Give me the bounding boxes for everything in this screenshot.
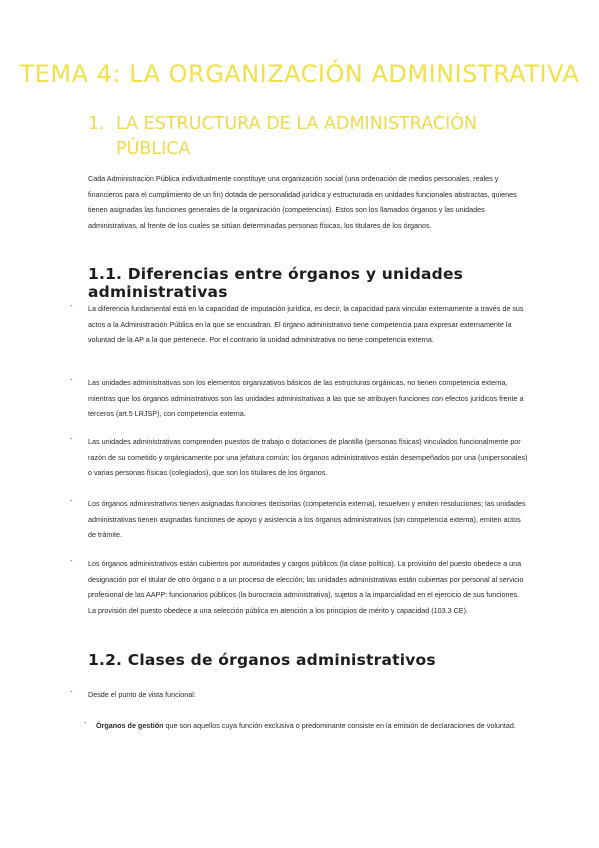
bullet-mark: - (70, 557, 73, 565)
bullet-mark: - (70, 302, 73, 310)
list-item: Las unidades administrativas son los elementos organizativos básicos de las estructuras orgánicas, no tienen competencia externa, mientras que los órganos administrativos son las unidades administrativas a las que se atribuyen funciones con efectos jurídicos frente a terceros (art.5 LRJSP), con competencia externa. (88, 378, 524, 419)
bullet-mark: - (70, 688, 73, 696)
intro-paragraph: Cada Administración Pública individualmente constituye una organización social (una ordenación de medios personales, reales y financieros para el cumplimiento de un fin) dotada de personalidad jurídica y estructurada en unidades funcionales abstractas, quienes tienen asignadas las funciones generales de la organización (competencias). Estos son los llamados órganos y las unidades administrativas, al frente de los cuales se sitúan determinadas personas físicas, los titulares de los órganos. (88, 174, 517, 231)
subsection-heading-1-2: 1.2. Clases de órganos administrativos (88, 651, 436, 669)
bullet-mark: - (70, 435, 73, 443)
sub-list-item (96, 718, 528, 734)
list-item: La diferencia fundamental está en la capacidad de imputación jurídica, es decir, la capacidad para vincular externamente a través de sus actos a la Administración Pública en la que se encuadran. El órgano administrativo tiene competencia para expresar externamente la voluntad de la AP a la que pertenece. Por el contrario la unidad administrativa no tiene competencia externa. (88, 304, 524, 345)
list-item: Los órganos administrativos tienen asignadas funciones decisorias (competencia externa), resuelven y emiten resoluciones; las unidades administrativas tienen asignadas funciones de apoyo y asistencia a los órganos administrativos (sin competencia externa), emiten actos de trámite. (88, 499, 526, 540)
section-number: 1. (88, 114, 105, 134)
document-title: TEMA 4: LA ORGANIZACIÓN ADMINISTRATIVA (19, 60, 580, 88)
section-heading-1 (88, 112, 528, 162)
sub-item-term: Órganos de gestión (96, 721, 164, 730)
section-heading-text: LA ESTRUCTURA DE LA ADMINISTRACIÓN PÚBLICA (116, 114, 478, 159)
sub-item-text: que son aquellos cuya función exclusiva o predominante consiste en la emisión de declaraciones de voluntad. (163, 721, 516, 730)
list-item: Desde el punto de vista funcional: (88, 690, 196, 699)
subsection-heading-1-1: 1.1. Diferencias entre órganos y unidades administrativas (88, 265, 464, 301)
bullet-mark: - (70, 376, 73, 384)
list-item: Los órganos administrativos están cubiertos por autoridades y cargos públicos (la clase política). La provisión del puesto obedece a una designación por el titular de otro órgano o a un proceso de elección; las unidades administrativas están cubiertas por personal al servicio profesional de las AAPP: funcionarios públicos (la burocracia administrativa), sujetos a la imparcialidad en el ejercicio de sus funciones. La provisión del puesto obedece a una selección pública en atención a los principios de mérito y capacidad (103.3 CE). (88, 559, 524, 616)
list-item: Las unidades administrativas comprenden puestos de trabajo o dotaciones de plantilla (personas físicas) vinculados funcionalmente por razón de su cometido y orgánicamente por una jefatura común; los órganos administrativos están desempeñados por una (unipersonales) o varias personas físicas (colegiados), que son los titulares de los órganos. (88, 437, 528, 478)
bullet-mark: - (70, 497, 73, 505)
sub-bullet-mark: - (84, 719, 87, 727)
